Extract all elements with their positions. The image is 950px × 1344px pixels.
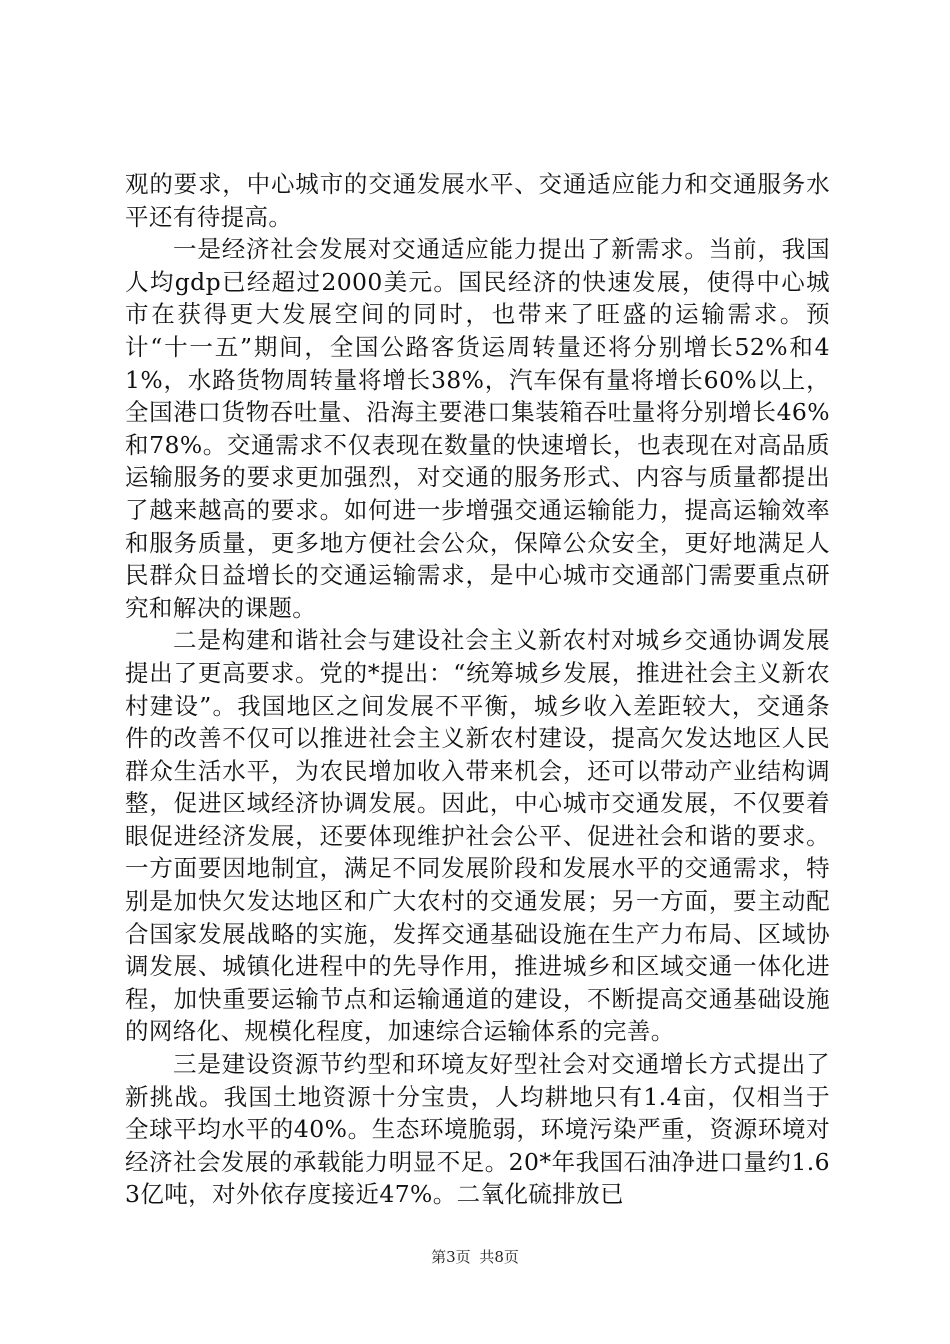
- paragraph-point-one: 一是经济社会发展对交通适应能力提出了新需求。当前，我国人均gdp已经超过2000美元。国民经济的快速发展，使得中心城市在获得更大发展空间的同时，也带来了旺盛的运输需求。预计“十一五”期间，全国公路客货运周转量还将分别增长52%和41%，水路货物周转量将增长38%，汽车保有量将增长60%以上，全国港口货物吞吐量、沿海主要港口集装箱吞吐量将分别增长46%和78%。交通需求不仅表现在数量的快速增长，也表现在对高品质运输服务的要求更加强烈，对交通的服务形式、内容与质量都提出了越来越高的要求。如何进一步增强交通运输能力，提高运输效率和服务质量，更多地方便社会公众，保障公众安全，更好地满足人民群众日益增长的交通运输需求，是中心城市交通部门需要重点研究和解决的课题。: [125, 235, 830, 622]
- page-number-current: 第3页: [431, 1248, 471, 1266]
- paragraph-point-three: 三是建设资源节约型和环境友好型社会对交通增长方式提出了新挑战。我国土地资源十分宝贵，人均耕地只有1.4亩，仅相当于全球平均水平的40%。生态环境脆弱，环境污染严重，资源环境对经济社会发展的承载能力明显不足。20*年我国石油净进口量约1.63亿吨，对外依存度接近47%。二氧化硫排放已: [125, 1050, 830, 1209]
- paragraph-continuation: 观的要求，中心城市的交通发展水平、交通适应能力和交通服务水平还有待提高。: [125, 170, 830, 231]
- page-footer: [0, 1247, 950, 1267]
- paragraph-point-two: 二是构建和谐社会与建设社会主义新农村对城乡交通协调发展提出了更高要求。党的*提出：“统筹城乡发展，推进社会主义新农村建设”。我国地区之间发展不平衡，城乡收入差距较大，交通条件的改善不仅可以推进社会主义新农村建设，提高欠发达地区人民群众生活水平，为农民增加收入带来机会，还可以带动产业结构调整，促进区域经济协调发展。因此，中心城市交通发展，不仅要着眼促进经济发展，还要体现维护社会公平、促进社会和谐的要求。一方面要因地制宜，满足不同发展阶段和发展水平的交通需求，特别是加快欠发达地区和广大农村的交通发展；另一方面，要主动配合国家发展战略的实施，发挥交通基础设施在生产力布局、区域协调发展、城镇化进程中的先导作用，推进城乡和区域交通一体化进程，加快重要运输节点和运输通道的建设，不断提高交通基础设施的网络化、规模化程度，加速综合运输体系的完善。: [125, 626, 830, 1046]
- document-body: [125, 168, 830, 1211]
- page-number-total: 共8页: [479, 1248, 519, 1266]
